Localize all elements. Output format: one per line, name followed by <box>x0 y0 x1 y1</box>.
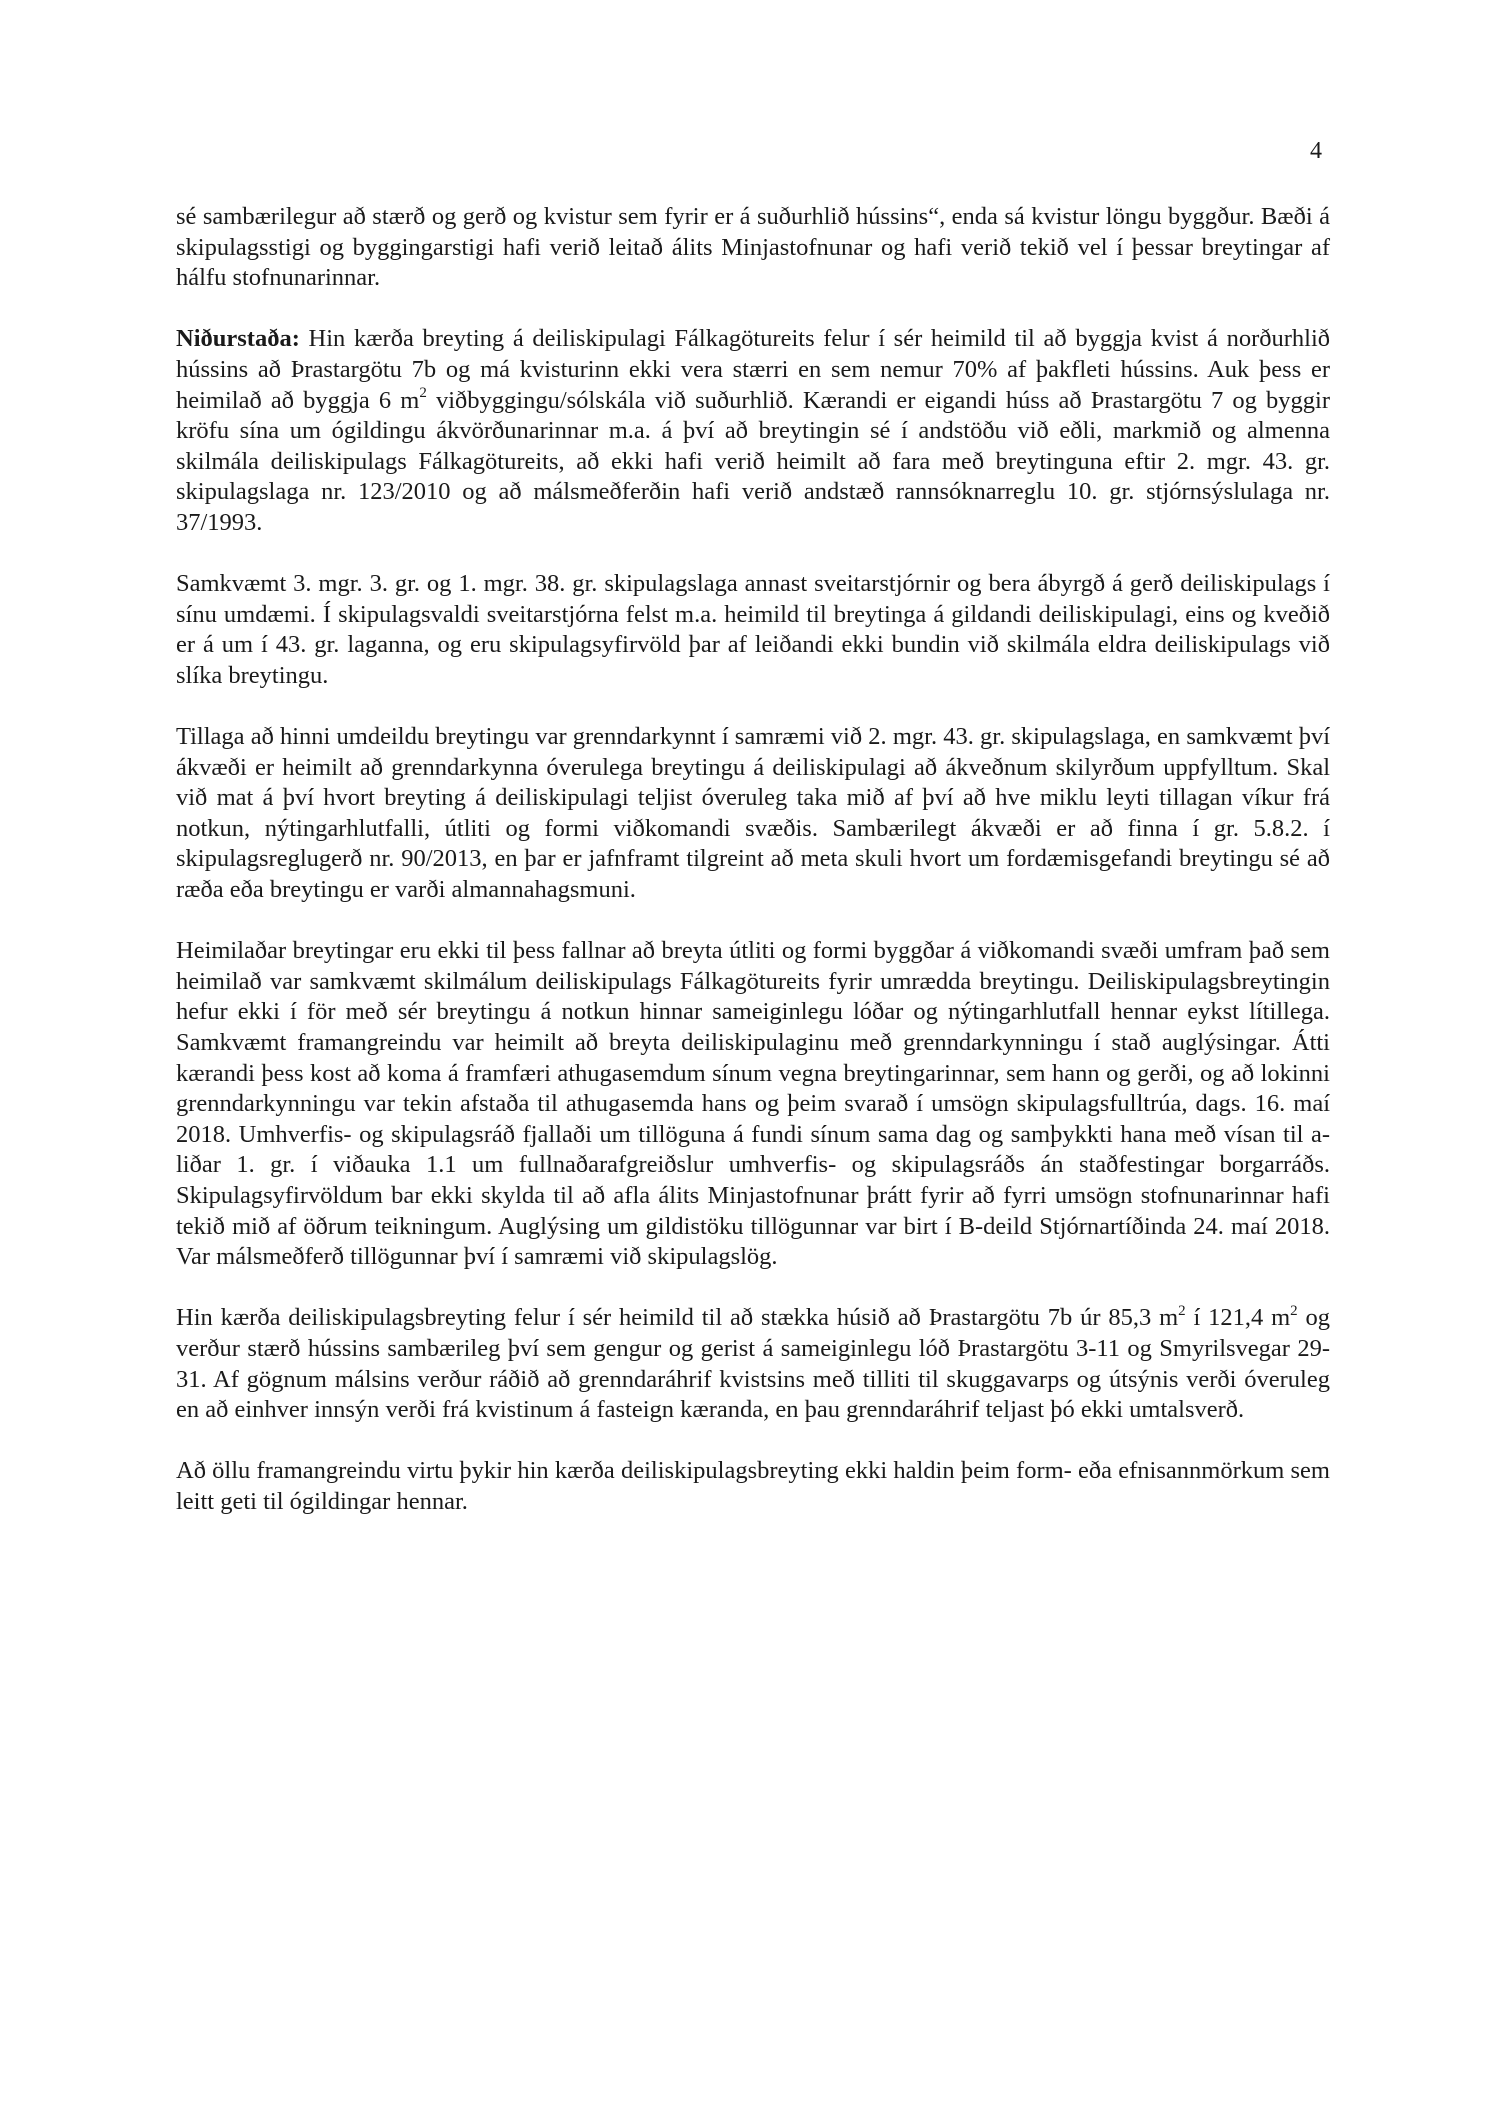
text-run: Samkvæmt 3. mgr. 3. gr. og 1. mgr. 38. gr. skipulagslaga annast sveitarstjórnir og bera ábyrgð á gerð deiliskipulags í sínu umdæmi. Í skipulagsvaldi sveitarstjórna felst m.a. heimild til breytinga á gildandi deiliskipulagi, eins og kveðið er á um í 43. gr. laganna, og eru skipulagsyfirvöld þar af leiðandi ekki bundin við skilmála eldra deiliskipulags við slíka breytingu. <box>176 570 1330 689</box>
text-run: Tillaga að hinni umdeildu breytingu var grenndarkynnt í samræmi við 2. mgr. 43. gr. skipulagslaga, en samkvæmt því ákvæði er heimilt að grenndarkynna óverulega breytingu á deiliskipulagi að ákveðnum skilyrðum uppfylltum. Skal við mat á því hvort breyting á deiliskipulagi teljist óveruleg taka mið af því að hve miklu leyti tillagan víkur frá notkun, nýtingarhlutfalli, útliti og formi viðkomandi svæðis. Sambærilegt ákvæði er að finna í gr. 5.8.2. í skipulagsreglugerð nr. 90/2013, en þar er jafnframt tilgreint að meta skuli hvort um fordæmisgefandi breytingu sé að ræða eða breytingu er varði almannahagsmuni. <box>176 723 1330 904</box>
page-number: 4 <box>1310 138 1322 164</box>
text-run: sé sambærilegur að stærð og gerð og kvistur sem fyrir er á suðurhlið hússins“, enda sá kvistur löngu byggður. Bæði á skipulagsstigi og byggingarstigi hafi verið leitað álits Minjastofnunar og hafi verið tekið vel í þessar breytingar af hálfu stofnunarinnar. <box>176 203 1330 292</box>
text-run: í 121,4 m <box>1185 1304 1291 1332</box>
superscript: 2 <box>1290 1303 1298 1320</box>
paragraph-5 <box>176 936 1330 1273</box>
paragraph-1 <box>176 202 1330 294</box>
text-run: Hin kærða breyting á deiliskipulagi Fálkagötureits felur í sér heimild til að byggja kvist á norðurhlið hússins að Þrastargötu 7b og má kvisturinn ekki vera stærri en sem nemur 70% af þakfleti hússins. Auk þess er heimilað að byggja 6 m <box>176 325 1330 414</box>
text-run: viðbyggingu/sólskála við suðurhlið. Kærandi er eigandi húss að Þrastargötu 7 og byggir kröfu sína um ógildingu ákvörðunarinnar m.a. á því að breytingin sé í andstöðu við eðli, markmið og almenna skilmála deiliskipulags Fálkagötureits, að ekki hafi verið heimilt að fara með breytinguna eftir 2. mgr. 43. gr. skipulagslaga nr. 123/2010 og að málsmeðferðin hafi verið andstæð rannsóknarreglu 10. gr. stjórnsýslulaga nr. 37/1993. <box>176 386 1330 536</box>
paragraph-4 <box>176 722 1330 906</box>
paragraph-6 <box>176 1303 1330 1425</box>
paragraph-3 <box>176 569 1330 691</box>
conclusion-heading: Niðurstaða: <box>176 325 300 353</box>
text-run: Hin kærða deiliskipulagsbreyting felur í sér heimild til að stækka húsið að Þrastargötu 7b úr 85,3 m <box>176 1304 1179 1332</box>
text-run: Að öllu framangreindu virtu þykir hin kærða deiliskipulagsbreyting ekki haldin þeim form- eða efnisannmörkum sem leitt geti til ógildingar hennar. <box>176 1457 1330 1515</box>
body-text <box>176 202 1330 1548</box>
text-run: og verður stærð hússins sambærileg því sem gengur og gerist á sameiginlegu lóð Þrastargötu 3-11 og Smyrilsvegar 29-31. Af gögnum málsins verður ráðið að grenndaráhrif kvistsins með tilliti til skuggavarps og útsýnis verði óveruleg en að einhver innsýn verði frá kvistinum á fasteign kæranda, en þau grenndaráhrif teljast þó ekki umtalsverð. <box>176 1304 1330 1424</box>
superscript: 2 <box>1178 1303 1186 1320</box>
paragraph-2 <box>176 324 1330 538</box>
text-run: Heimilaðar breytingar eru ekki til þess fallnar að breyta útliti og formi byggðar á viðkomandi svæði umfram það sem heimilað var samkvæmt skilmálum deiliskipulags Fálkagötureits fyrir umrædda breytingu. Deiliskipulagsbreytingin hefur ekki í för með sér breytingu á notkun hinnar sameiginlegu lóðar og nýtingarhlutfall hennar eykst lítillega. Samkvæmt framangreindu var heimilt að breyta deiliskipulaginu með grenndarkynningu í stað auglýsingar. Átti kærandi þess kost að koma á framfæri athugasemdum sínum vegna breytingarinnar, sem hann og gerði, og að lokinni grenndarkynningu var tekin afstaða til athugasemda hans og þeim svarað í umsögn skipulagsfulltrúa, dags. 16. maí 2018. Umhverfis- og skipulagsráð fjallaði um tillöguna á fundi sínum sama dag og samþykkti hana með vísan til a-liðar 1. gr. í viðauka 1.1 um fullnaðarafgreiðslur umhverfis- og skipulagsráðs án staðfestingar borgarráðs. Skipulagsyfirvöldum bar ekki skylda til að afla álits Minjastofnunar þrátt fyrir að fyrri umsögn stofnunarinnar hafi tekið mið af öðrum teikningum. Auglýsing um gildistöku tillögunnar var birt í B-deild Stjórnartíðinda 24. maí 2018. Var málsmeðferð tillögunnar því í samræmi við skipulagslög. <box>176 937 1330 1271</box>
paragraph-7 <box>176 1456 1330 1517</box>
superscript: 2 <box>419 385 427 402</box>
